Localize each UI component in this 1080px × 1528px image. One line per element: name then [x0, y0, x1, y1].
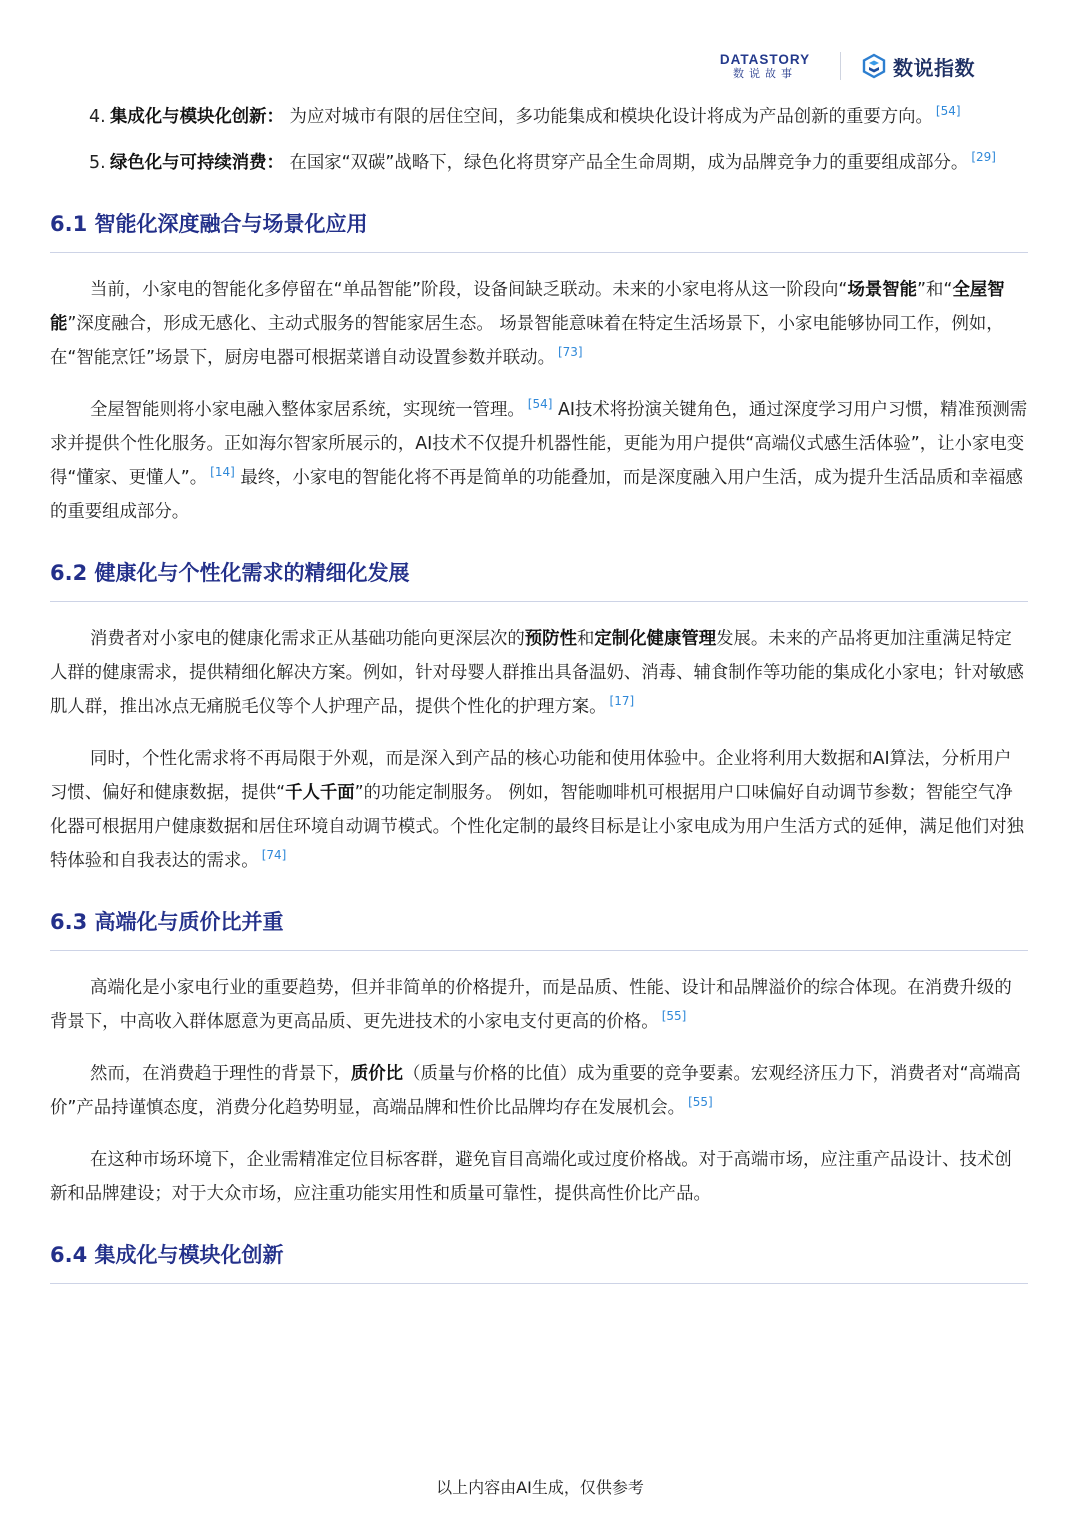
section-6-1 [50, 208, 1028, 529]
logo-divider [840, 52, 841, 80]
paragraph [50, 1057, 1028, 1125]
text-run: 同时，个性化需求将不再局限于外观，而是深入到产品的核心功能和使用体验中。企业将利用大数据和AI算法，分析用户习惯、偏好和健康数据，提供“ [50, 749, 1012, 803]
datastory-wordmark: DATASTORY [719, 51, 811, 67]
section-heading: 6.1 智能化深度融合与场景化应用 [50, 208, 1028, 253]
text-run: 消费者对小家电的健康化需求正从基础功能向更深层次的 [90, 629, 525, 649]
list-item-number: 5. [89, 153, 106, 173]
paragraph [50, 971, 1028, 1039]
citation-link[interactable]: [54] [527, 397, 553, 411]
paragraph [50, 742, 1028, 878]
list-item [50, 146, 1028, 180]
text-run: ”深度融合，形成无感化、主动式服务的智能家居生态。 场景智能意味着在特定生活场景下，小家电能够协同工作，例如，在“智能烹饪”场景下，厨房电器可根据菜谱自动设置参数并联动。 [50, 314, 1004, 368]
section-heading: 6.3 高端化与质价比并重 [50, 906, 1028, 951]
text-run: 最终，小家电的智能化将不再是简单的功能叠加，而是深度融入用户生活，成为提升生活品质和幸福感的重要组成部分。 [50, 468, 1023, 522]
text-run: 全屋智能则将小家电融入整体家居系统，实现统一管理。 [90, 400, 525, 420]
citation-link[interactable]: [73] [557, 345, 583, 359]
citation-link[interactable]: [14] [210, 465, 235, 479]
header-logos [712, 50, 975, 82]
trend-list [50, 100, 1028, 180]
text-run: 在这种市场环境下，企业需精准定位目标客群，避免盲目高端化或过度价格战。对于高端市场，应注重产品设计、技术创新和品牌建设；对于大众市场，应注重功能实用性和质量可靠性，提供高性价比产品。 [50, 1150, 1012, 1204]
list-item-text: 在国家“双碳”战略下，绿色化将贯穿产品全生命周期，成为品牌竞争力的重要组成部分。 [283, 153, 969, 173]
section-6-4 [50, 1239, 1028, 1284]
index-logo-icon [861, 53, 887, 79]
section-6-3 [50, 906, 1028, 1211]
bold-text: 场景智能 [847, 280, 918, 300]
ai-disclaimer-footer: 以上内容由AI生成，仅供参考 [436, 1478, 644, 1497]
datastory-logo [712, 52, 818, 81]
list-item-title: 集成化与模块化创新： [110, 107, 284, 127]
bold-text: 全屋智能 [50, 280, 1005, 334]
list-item-number: 4. [89, 107, 106, 127]
text-run: （质量与价格的比值）成为重要的竞争要素。宏观经济压力下，消费者对“高端高价”产品持谨慎态度，消费分化趋势明显，高端品牌和性价比品牌均存在发展机会。 [50, 1064, 1021, 1118]
bold-text: 千人千面 [285, 783, 355, 803]
citation-link[interactable]: [54] [935, 104, 961, 118]
paragraph [50, 1143, 1028, 1211]
list-item [50, 100, 1028, 134]
document-body [50, 100, 1028, 1284]
citation-link[interactable]: [29] [971, 150, 996, 164]
paragraph [50, 273, 1028, 375]
citation-link[interactable]: [55] [661, 1009, 687, 1023]
citation-link[interactable]: [17] [609, 694, 635, 708]
text-run: ”和“ [917, 280, 953, 300]
paragraph [50, 393, 1028, 529]
list-item-text: 为应对城市有限的居住空间，多功能集成和模块化设计将成为产品创新的重要方向。 [283, 107, 933, 127]
citation-link[interactable]: [74] [261, 848, 287, 862]
datastory-chinese-name: 数说故事 [733, 66, 797, 80]
text-run: AI技术将扮演关键角色，通过深度学习用户习惯，精准预测需求并提供个性化服务。正如海尔智家所展示的，AI技术不仅提升机器性能，更能为用户提供“高端仪式感生活体验”，让小家电变得“懂家、更懂人”。 [50, 400, 1028, 488]
section-heading: 6.4 集成化与模块化创新 [50, 1239, 1028, 1284]
citation-link[interactable]: [55] [688, 1095, 713, 1109]
list-item-title: 绿色化与可持续消费： [110, 153, 284, 173]
section-6-2 [50, 557, 1028, 878]
bold-text: 预防性 [524, 629, 577, 649]
text-run: 高端化是小家电行业的重要趋势，但并非简单的价格提升，而是品质、性能、设计和品牌溢价的综合体现。在消费升级的背景下，中高收入群体愿意为更高品质、更先进技术的小家电支付更高的价格。 [50, 978, 1012, 1032]
paragraph [50, 622, 1028, 724]
text-run: 当前，小家电的智能化多停留在“单品智能”阶段，设备间缺乏联动。未来的小家电将从这一阶段向“ [90, 280, 848, 300]
bold-text: 定制化健康管理 [594, 629, 717, 649]
text-run: 发展。未来的产品将更加注重满足特定人群的健康需求，提供精细化解决方案。例如，针对母婴人群推出具备温奶、消毒、辅食制作等功能的集成化小家电；针对敏感肌人群，推出冰点无痛脱毛仪等个人护理产品，提供个性化的护理方案。 [50, 629, 1024, 717]
text-run: ”的功能定制服务。 例如，智能咖啡机可根据用户口味偏好自动调节参数；智能空气净化器可根据用户健康数据和居住环境自动调节模式。个性化定制的最终目标是让小家电成为用户生活方式的延伸，满足他们对独特体验和自我表达的需求。 [50, 783, 1024, 871]
section-heading: 6.2 健康化与个性化需求的精细化发展 [50, 557, 1028, 602]
bold-text: 质价比 [350, 1064, 404, 1084]
text-run: 然而，在消费趋于理性的背景下， [90, 1064, 351, 1084]
index-logo [861, 52, 975, 81]
index-brand-name: 数说指数 [893, 55, 975, 80]
text-run: 和 [576, 629, 595, 649]
